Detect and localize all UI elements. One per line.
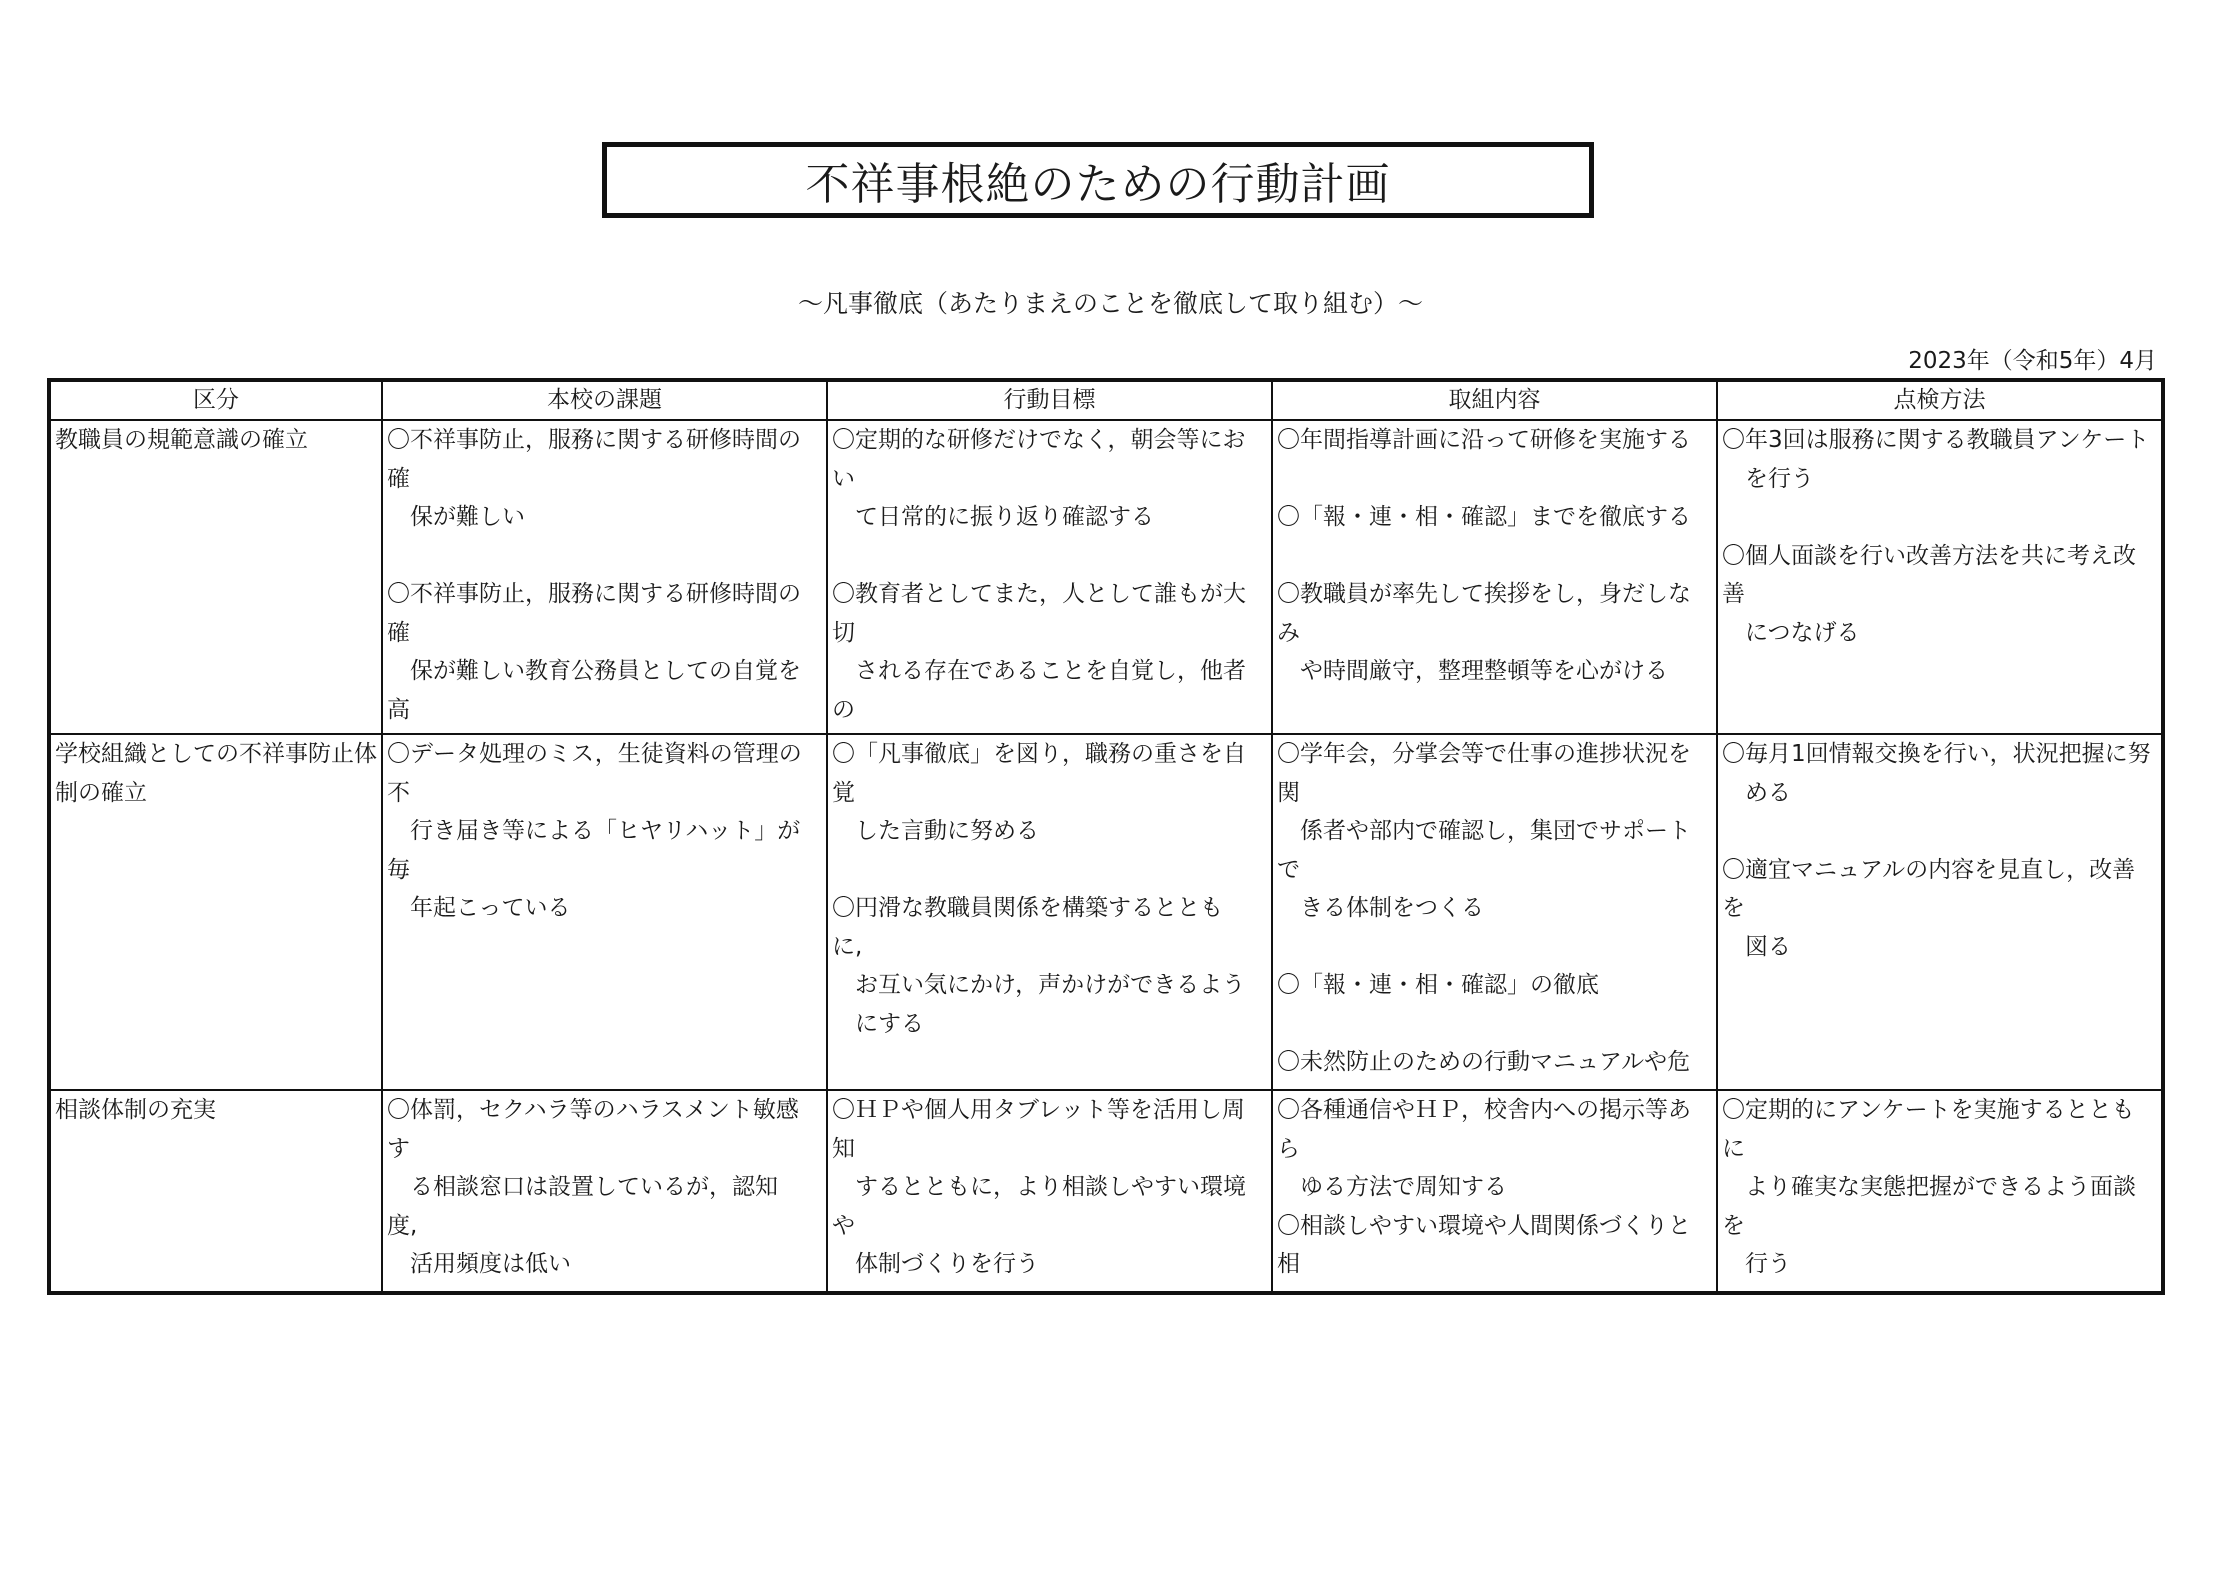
header-goals: 行動目標 xyxy=(827,380,1272,420)
cell-line: に, xyxy=(832,933,863,960)
cell-line xyxy=(1722,498,2159,537)
document-date: 2023年（令和5年）4月 xyxy=(1908,348,2157,374)
cell-line: 〇「報・連・相・確認」の徹底 xyxy=(1277,972,1599,998)
cell-line: 〇体罰，セクハラ等のハラスメント敏感 xyxy=(387,1097,799,1123)
cell-line: 〇学年会，分掌会等で仕事の進捗状況を xyxy=(1277,741,1691,767)
cell-line: す xyxy=(387,1135,410,1162)
cell-line: ゆる方法で周知する xyxy=(1277,1174,1507,1200)
cell-line: 度, xyxy=(387,1212,418,1239)
table-row xyxy=(49,420,2163,734)
cell-line: 不 xyxy=(387,779,410,806)
header-checks: 点検方法 xyxy=(1717,380,2163,420)
cell-category xyxy=(49,420,382,734)
cell-line: 〇データ処理のミス，生徒資料の管理の xyxy=(387,741,802,767)
cell-line: きる体制をつくる xyxy=(1277,895,1484,921)
cell-line: 制の確立 xyxy=(55,779,147,806)
cell-line: 知 xyxy=(832,1135,855,1162)
cell-line xyxy=(1722,812,2159,851)
cell-line: につなげる xyxy=(1722,619,1860,646)
cell-line xyxy=(387,537,824,576)
cell-line: 保が難しい xyxy=(387,504,525,530)
cell-line: める xyxy=(1722,779,1791,806)
cell-line: を xyxy=(1722,895,1745,921)
cell-line: を xyxy=(1722,1212,1745,1239)
cell-line: 相談体制の充実 xyxy=(55,1097,216,1123)
cell-line: 善 xyxy=(1722,581,1745,607)
cell-line: するとともに，より相談しやすい環境 xyxy=(832,1174,1246,1200)
cell-line: て日常的に振り返り確認する xyxy=(832,504,1154,530)
header-category: 区分 xyxy=(49,380,382,420)
cell-line: 〇相談しやすい環境や人間関係づくりと xyxy=(1277,1212,1691,1239)
cell-line: 行き届き等による「ヒヤリハット」が xyxy=(387,818,801,844)
cell-category xyxy=(49,734,382,1090)
cell-line: で xyxy=(1277,856,1300,883)
header-issues: 本校の課題 xyxy=(382,380,827,420)
cell-line: にする xyxy=(832,1010,924,1037)
cell-line: 高 xyxy=(387,696,410,723)
cell-line: 活用頻度は低い xyxy=(387,1251,571,1277)
cell-line: 確 xyxy=(387,465,410,492)
cell-line: や xyxy=(832,1212,855,1239)
cell-goals xyxy=(827,734,1272,1090)
cell-line: 〇「報・連・相・確認」までを徹底する xyxy=(1277,504,1691,530)
cell-line: 切 xyxy=(832,619,855,646)
cell-actions xyxy=(1272,734,1717,1090)
cell-line: 〇年3回は服務に関する教職員アンケート xyxy=(1722,427,2150,453)
cell-issues xyxy=(382,734,827,1090)
cell-actions xyxy=(1272,1090,1717,1293)
cell-line: 行う xyxy=(1722,1251,1791,1277)
table-header-row xyxy=(49,380,2163,420)
cell-line: を行う xyxy=(1722,465,1814,492)
cell-line: 関 xyxy=(1277,779,1300,806)
cell-line: 図る xyxy=(1722,933,1791,960)
action-plan-table xyxy=(47,378,2165,1295)
cell-line xyxy=(1277,460,1714,499)
cell-line: る相談窓口は設置しているが，認知 xyxy=(387,1174,778,1200)
cell-line: 覚 xyxy=(832,779,855,806)
cell-line xyxy=(1277,1005,1714,1044)
cell-actions xyxy=(1272,420,1717,734)
cell-line xyxy=(832,537,1269,576)
cell-line: 〇定期的にアンケートを実施するととも xyxy=(1722,1097,2135,1123)
cell-line: や時間厳守，整理整頓等を心がける xyxy=(1277,658,1668,684)
document-subtitle: 〜凡事徹底（あたりまえのことを徹底して取り組む）〜 xyxy=(797,289,1423,318)
cell-category xyxy=(49,1090,382,1293)
cell-goals xyxy=(827,1090,1272,1293)
header-actions: 取組内容 xyxy=(1272,380,1717,420)
cell-checks xyxy=(1717,1090,2163,1293)
cell-line: 〇教職員が率先して挨拶をし，身だしな xyxy=(1277,581,1691,607)
cell-line: 係者や部内で確認し，集団でサポート xyxy=(1277,818,1691,844)
cell-line: 〇未然防止のための行動マニュアルや危 xyxy=(1277,1049,1691,1075)
table-row xyxy=(49,734,2163,1090)
cell-line xyxy=(832,851,1269,890)
cell-line: 〇円滑な教職員関係を構築するととも xyxy=(832,895,1223,921)
cell-checks xyxy=(1717,734,2163,1090)
cell-line: 〇ＨＰや個人用タブレット等を活用し周 xyxy=(832,1097,1245,1123)
cell-issues xyxy=(382,420,827,734)
cell-line: ら xyxy=(1277,1135,1300,1162)
cell-checks xyxy=(1717,420,2163,734)
cell-line: 〇年間指導計画に沿って研修を実施する xyxy=(1277,427,1691,453)
table-row xyxy=(49,1090,2163,1293)
cell-line: した言動に努める xyxy=(832,818,1039,844)
cell-line: される存在であることを自覚し，他者 xyxy=(832,658,1246,684)
cell-line: 教職員の規範意識の確立 xyxy=(55,427,308,453)
cell-goals xyxy=(827,420,1272,734)
cell-line: お互い気にかけ，声かけができるよう xyxy=(832,972,1246,998)
document-title: 不祥事根絶のための行動計画 xyxy=(602,142,1594,218)
cell-line: 〇適宜マニュアルの内容を見直し，改善 xyxy=(1722,856,2136,883)
cell-line: 〇毎月1回情報交換を行い，状況把握に努 xyxy=(1722,741,2151,767)
cell-line xyxy=(1277,928,1714,967)
cell-line: 〇教育者としてまた，人として誰もが大 xyxy=(832,581,1246,607)
cell-line: 年起こっている xyxy=(387,895,571,921)
cell-line: 〇不祥事防止，服務に関する研修時間の xyxy=(387,581,801,607)
cell-line: 〇不祥事防止，服務に関する研修時間の xyxy=(387,427,801,453)
cell-line xyxy=(1277,537,1714,576)
cell-line: に xyxy=(1722,1135,1745,1162)
cell-line: の xyxy=(832,696,855,723)
cell-line: 学校組織としての不祥事防止体 xyxy=(55,741,377,767)
cell-line: 毎 xyxy=(387,856,410,883)
cell-line: 確 xyxy=(387,619,410,646)
cell-line: い xyxy=(832,465,855,492)
cell-line: より確実な実態把握ができるよう面談 xyxy=(1722,1174,2136,1200)
cell-line: 〇「凡事徹底」を図り，職務の重さを自 xyxy=(832,741,1246,767)
cell-line: 体制づくりを行う xyxy=(832,1251,1039,1277)
cell-line: 保が難しい教育公務員としての自覚を xyxy=(387,658,801,684)
cell-line: 相 xyxy=(1277,1251,1300,1277)
cell-line: 〇各種通信やＨＰ，校舎内への掲示等あ xyxy=(1277,1097,1691,1123)
cell-line: 〇個人面談を行い改善方法を共に考え改 xyxy=(1722,542,2136,569)
cell-issues xyxy=(382,1090,827,1293)
cell-line: み xyxy=(1277,619,1300,646)
cell-line: 〇定期的な研修だけでなく，朝会等にお xyxy=(832,427,1246,453)
